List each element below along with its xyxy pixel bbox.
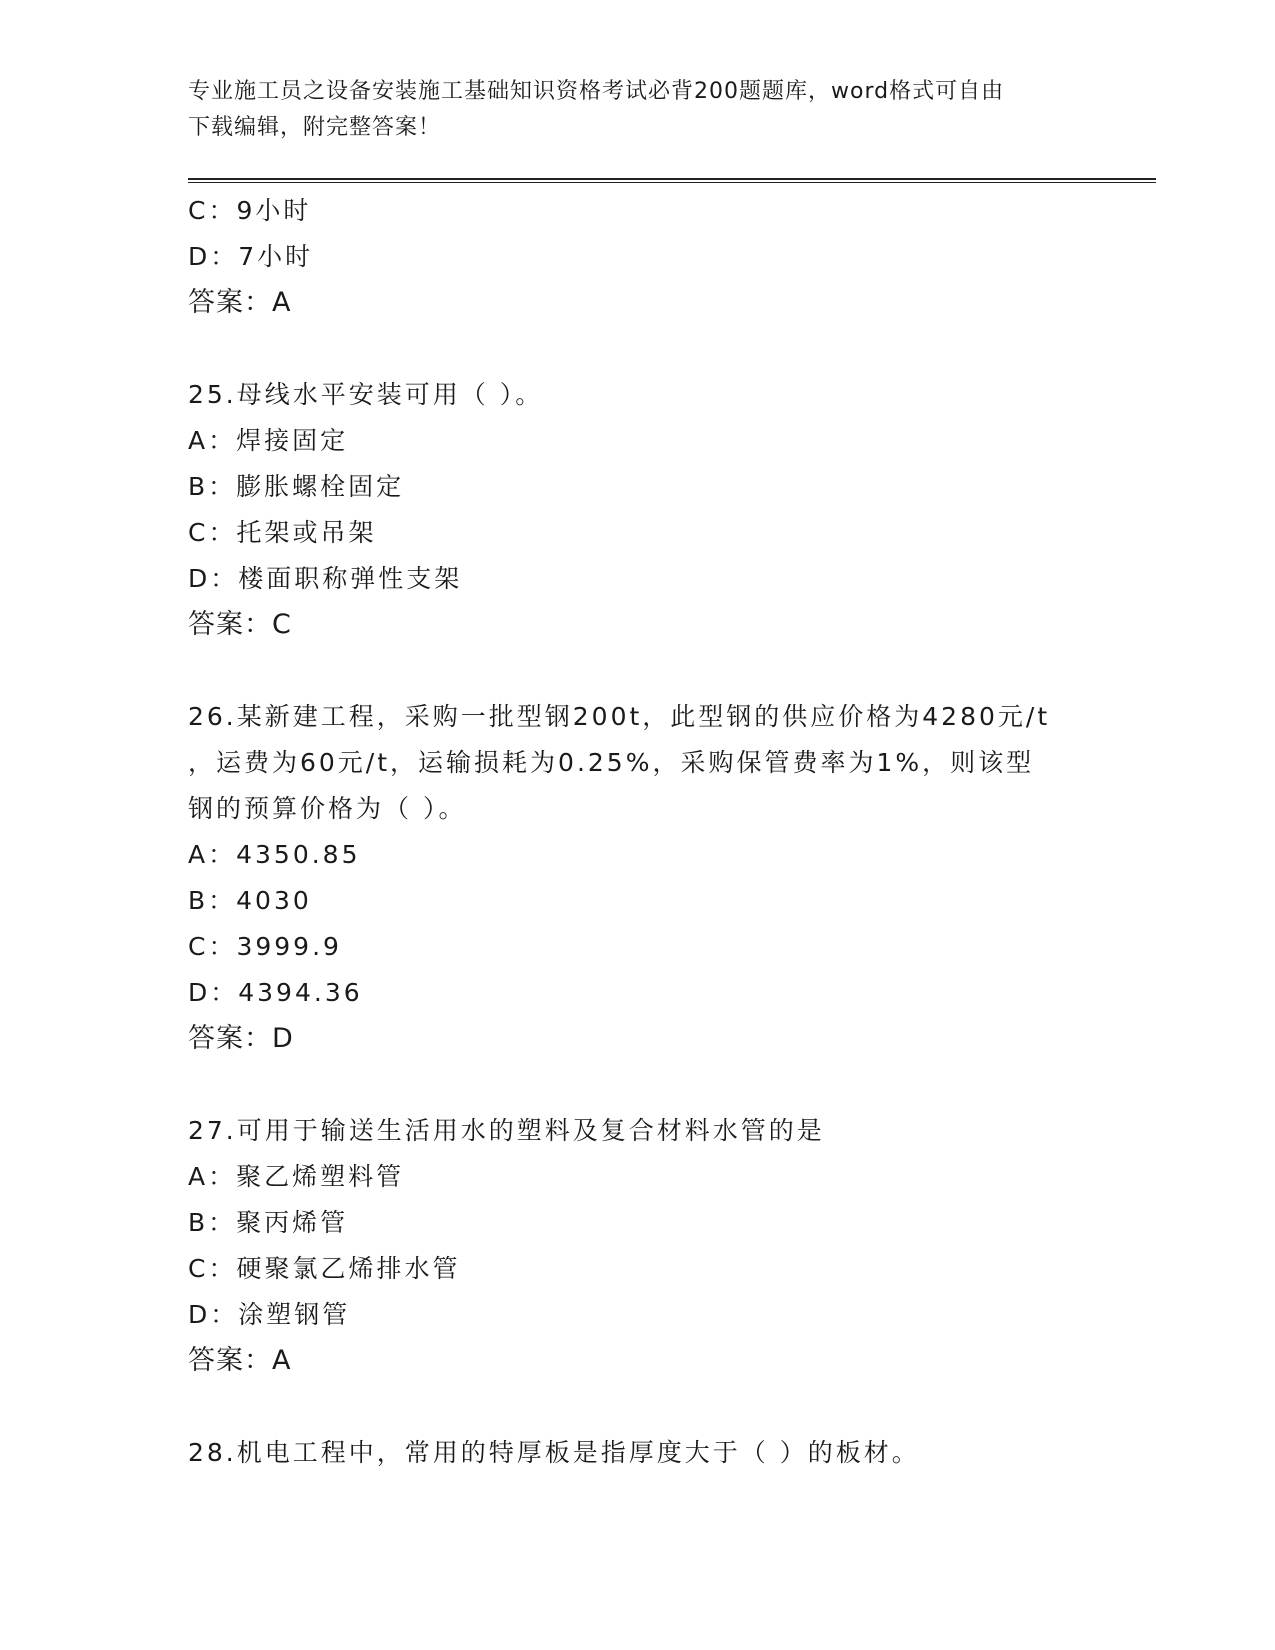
question-stem-line-1: 26.某新建工程，采购一批型钢200t，此型钢的供应价格为4280元/t (188, 702, 1051, 731)
option-c: C：托架或吊架 (188, 518, 377, 547)
question-stem: 27.可用于输送生活用水的塑料及复合材料水管的是 (188, 1116, 825, 1145)
question-stem-line-2: ，运费为60元/t，运输损耗为0.25%，采购保管费率为1%，则该型 (188, 748, 1035, 777)
document-body (188, 188, 1088, 1476)
question-27 (188, 1108, 1088, 1384)
answer: 答案：A (188, 287, 292, 318)
option-a: A：聚乙烯塑料管 (188, 1162, 405, 1191)
option-d: D：楼面职称弹性支架 (188, 564, 463, 593)
header-divider (188, 178, 1156, 183)
header-line-2: 下载编辑，附完整答案！ (188, 115, 442, 140)
spacer (188, 1062, 1088, 1108)
document-header (188, 74, 1088, 146)
spacer (188, 326, 1088, 372)
answer: 答案：A (188, 1345, 292, 1376)
answer: 答案：D (188, 1023, 294, 1054)
question-25 (188, 372, 1088, 648)
header-line-1: 专业施工员之设备安装施工基础知识资格考试必背200题题库，word格式可自由 (188, 79, 1005, 104)
spacer (188, 648, 1088, 694)
option-c: C：硬聚氯乙烯排水管 (188, 1254, 461, 1283)
option-d: D：4394.36 (188, 978, 363, 1007)
question-28 (188, 1430, 1088, 1476)
option-c: C：3999.9 (188, 932, 342, 961)
option-b: B：聚丙烯管 (188, 1208, 349, 1237)
option-a: A：4350.85 (188, 840, 361, 869)
answer: 答案：C (188, 609, 292, 640)
option-d: D：7小时 (188, 242, 314, 271)
question-stem: 28.机电工程中，常用的特厚板是指厚度大于（ ）的板材。 (188, 1438, 920, 1467)
option-a: A：焊接固定 (188, 426, 349, 455)
question-24-tail (188, 188, 1088, 326)
spacer (188, 1384, 1088, 1430)
option-b: B：膨胀螺栓固定 (188, 472, 405, 501)
question-26 (188, 694, 1088, 1062)
option-d: D：涂塑钢管 (188, 1300, 351, 1329)
question-stem-line-3: 钢的预算价格为（ ）。 (188, 794, 467, 823)
option-c: C：9小时 (188, 196, 312, 225)
option-b: B：4030 (188, 886, 312, 915)
question-stem: 25.母线水平安装可用（ ）。 (188, 380, 544, 409)
